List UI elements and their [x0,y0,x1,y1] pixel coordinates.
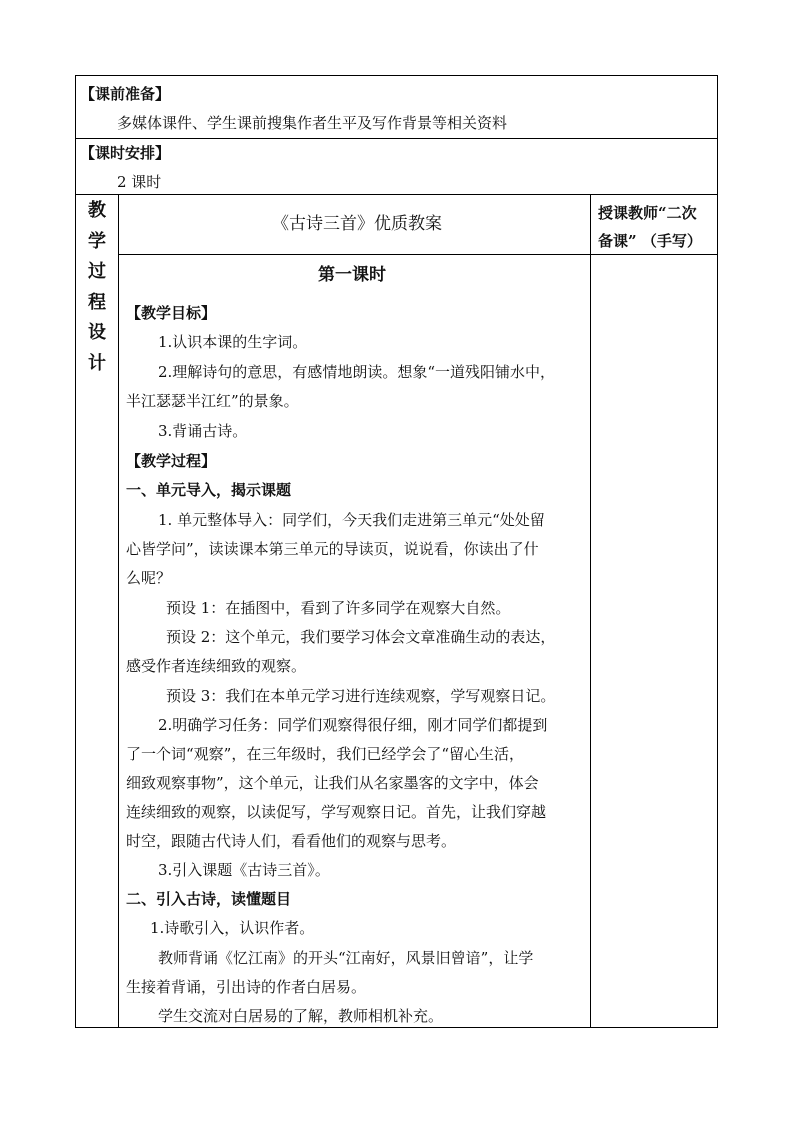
table-border-top [75,75,718,76]
table-border-right [717,75,718,1028]
schedule-heading: 【课时安排】 [80,144,171,162]
teacher-column-line1: 授课教师“二次 [598,204,697,222]
row-divider-2 [75,194,718,195]
preset-1: 预设 1：在插图中，看到了许多同学在观察大自然。 [166,599,511,617]
prep-content: 多媒体课件、学生课前搜集作者生平及写作背景等相关资料 [117,114,508,132]
lesson-title: 《古诗三首》优质教案 [272,214,442,234]
paragraph-line: 时空，跟随古代诗人们，看看他们的观察与思考。 [126,832,457,850]
objective-item: 1.认识本课的生字词。 [158,333,308,351]
paragraph-line: 1.诗歌引入，认识作者。 [150,919,315,937]
paragraph-line: 了一个词“观察”，在三年级时，我们已经学会了“留心生活， [126,745,525,763]
header-divider [119,254,718,255]
objective-item: 3.背诵古诗。 [158,422,248,440]
objective-item: 2.理解诗句的意思，有感情地朗读。想象“一道残阳铺水中， [158,363,555,381]
paragraph-line: 1. 单元整体导入：同学们，今天我们走进第三单元“处处留 [158,511,545,529]
objective-item: 半江瑟瑟半江红”的景象。 [126,392,299,410]
side-label-vertical [76,196,118,379]
section-title: 第一课时 [318,265,386,285]
column-divider-label [118,194,119,1028]
side-label-char: 过 [88,261,106,282]
prep-heading: 【课前准备】 [80,85,171,103]
part1-title: 一、单元导入，揭示课题 [126,481,292,499]
paragraph-line: 3.引入课题《古诗三首》。 [158,861,330,879]
paragraph-line: 么呢？ [126,569,172,587]
paragraph-line: 生接着背诵，引出诗的作者白居易。 [126,978,367,996]
schedule-content: 2 课时 [117,173,162,191]
part2-title: 二、引入古诗，读懂题目 [126,890,292,908]
objectives-heading: 【教学目标】 [126,304,217,322]
paragraph-line: 连续细致的观察，以读促写，学写观察日记。首先，让我们穿越 [126,803,547,821]
paragraph-line: 教师背诵《忆江南》的开头“江南好，风景旧曾谙”，让学 [158,949,534,967]
paragraph-line: 2.明确学习任务：同学们观察得很仔细，刚才同学们都提到 [158,716,548,734]
paragraph-line: 细致观察事物”，这个单元，让我们从名家墨客的文字中，体会 [126,774,539,792]
paragraph-line: 心皆学问”，读读课本第三单元的导读页，说说看，你读出了什 [126,540,539,558]
table-border-bottom [75,1027,718,1028]
paragraph-line: 学生交流对白居易的了解，教师相机补充。 [158,1007,444,1025]
preset-2-line: 感受作者连续细致的观察。 [126,657,307,675]
side-label-char: 程 [88,291,106,313]
row-divider-1 [75,138,718,139]
side-label-char: 学 [88,230,106,252]
side-label-char: 设 [88,322,106,343]
preset-2-line: 预设 2：这个单元，我们要学习体会文章准确生动的表达， [166,628,556,646]
teacher-column-line2: 备课” （手写） [598,232,702,250]
side-label-char: 教 [88,200,106,221]
process-heading: 【教学过程】 [126,452,217,470]
column-divider-teacher [590,194,591,1028]
preset-3: 预设 3：我们在本单元学习进行连续观察，学写观察日记。 [166,687,556,705]
side-label-char: 计 [88,352,106,374]
